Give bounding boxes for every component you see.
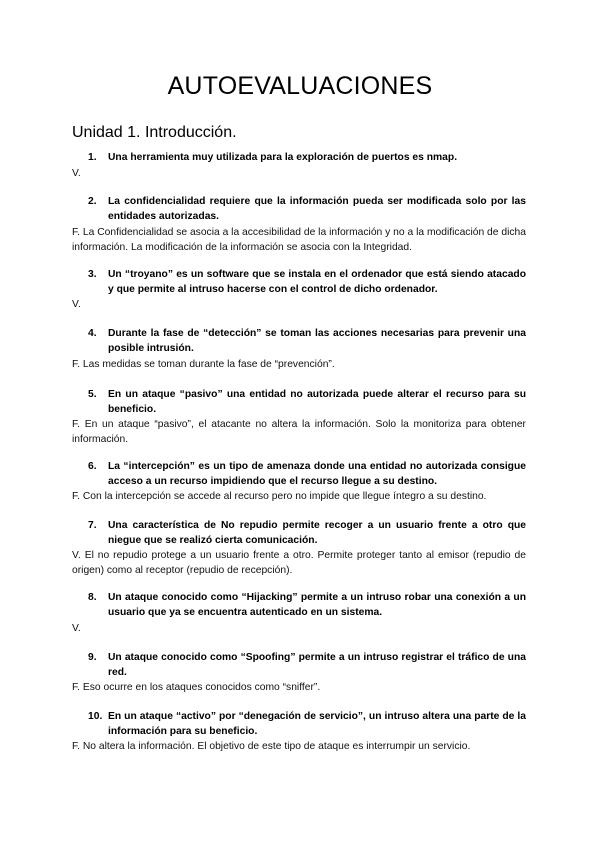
- question-number: 2.: [88, 196, 97, 207]
- question-10: [88, 710, 526, 739]
- unit-heading: Unidad 1. Introducción.: [72, 124, 237, 141]
- question-number: 3.: [88, 269, 97, 280]
- question-8: [88, 591, 526, 620]
- question-number: 4.: [88, 328, 97, 339]
- question-5: [88, 388, 526, 417]
- question-3: [88, 268, 526, 297]
- question-text: Una herramienta muy utilizada para la exploración de puertos es nmap.: [108, 152, 458, 163]
- question-text: Un ataque conocido como “Spoofing” permite a un intruso registrar el tráfico de una red.: [108, 652, 526, 678]
- answer-3: V.: [72, 299, 81, 310]
- question-number: 10.: [88, 711, 103, 722]
- question-number: 8.: [88, 592, 97, 603]
- question-number: 1.: [88, 152, 97, 163]
- question-7: [88, 519, 526, 548]
- question-text: Un ataque conocido como “Hijacking” permite a un intruso robar una conexión a un usuario que ya se encuentra autenticado en un sistema.: [108, 592, 526, 618]
- answer-9: F. Eso ocurre en los ataques conocidos como “sniffer”.: [72, 682, 321, 693]
- answer-1: V.: [72, 168, 81, 179]
- answer-2: F. La Confidencialidad se asocia a la accesibilidad de la información y no a la modificación de dicha información. La modificación de la información se asocia con la Integridad.: [72, 227, 526, 253]
- answer-6: F. Con la intercepción se accede al recurso pero no impide que llegue íntegro a su destino.: [72, 491, 487, 502]
- question-text: Un “troyano” es un software que se instala en el ordenador que está siendo atacado y que permite al intruso hacerse con el control de dicho ordenador.: [108, 269, 526, 295]
- question-number: 6.: [88, 461, 97, 472]
- question-number: 7.: [88, 520, 97, 531]
- answer-7: V. El no repudio protege a un usuario frente a otro. Permite proteger tanto al emisor (repudio de origen) como al receptor (repudio de recepción).: [72, 550, 526, 576]
- question-text: En un ataque “activo” por “denegación de servicio”, un intruso altera una parte de la información para su beneficio.: [108, 711, 526, 737]
- question-1: [88, 151, 526, 166]
- question-2: [88, 195, 526, 224]
- question-text: La “intercepción” es un tipo de amenaza donde una entidad no autorizada consigue acceso a un recurso impidiendo que el recurso llegue a su destino.: [108, 461, 526, 487]
- question-text: En un ataque “pasivo” una entidad no autorizada puede alterar el recurso para su beneficio.: [108, 389, 526, 415]
- page-title: AUTOEVALUACIONES: [167, 72, 433, 100]
- question-4: [88, 327, 526, 356]
- question-text: La confidencialidad requiere que la información pueda ser modificada solo por las entidades autorizadas.: [108, 196, 526, 222]
- answer-10: F. No altera la información. El objetivo de este tipo de ataque es interrumpir un servicio.: [72, 741, 471, 752]
- question-6: [88, 460, 526, 489]
- question-text: Una característica de No repudio permite recoger a un usuario frente a otro que niegue que se realizó cierta comunicación.: [108, 520, 526, 546]
- question-text: Durante la fase de “detección” se toman las acciones necesarias para prevenir una posible intrusión.: [108, 328, 526, 354]
- question-9: [88, 651, 526, 680]
- question-number: 5.: [88, 389, 97, 400]
- answer-4: F. Las medidas se toman durante la fase de “prevención”.: [72, 359, 335, 370]
- answer-5: F. En un ataque “pasivo”, el atacante no altera la información. Solo la monitoriza para obtener información.: [72, 419, 526, 445]
- answer-8: V.: [72, 623, 81, 634]
- question-number: 9.: [88, 652, 97, 663]
